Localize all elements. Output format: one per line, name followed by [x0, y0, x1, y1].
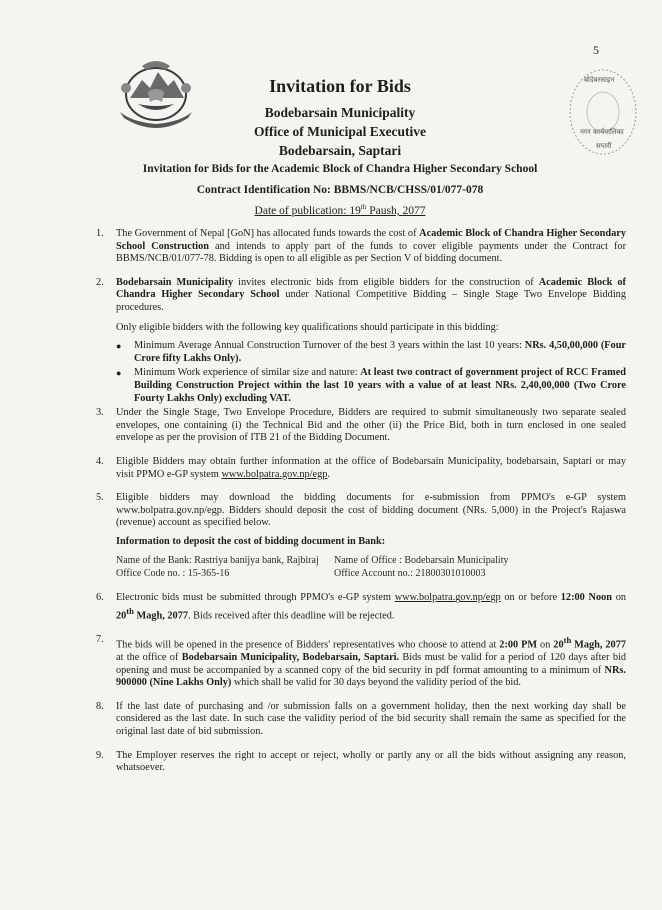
clause-text: If the last date of purchasing and /or submission falls on a government holiday, then the next working day shall be considered as the last date. In such case the validity period of the bid security shall remain the same as specified for the original last date of bid submission. [116, 700, 626, 738]
invitation-prefix: Invitation for Bids for the [142, 163, 269, 175]
clause-text: The Employer reserves the right to accept or reject, wholly or partly any or all the bids without assigning any reason, whatsoever. [116, 749, 626, 774]
clause-7-text-a: The bids will be opened in the presence of Bidders' representatives who choose to attend at [116, 639, 500, 651]
clause-6-day-sup: th [126, 606, 134, 617]
date-suffix: Paush, 2077 [366, 204, 426, 217]
bullet-text [134, 340, 626, 365]
clause-6-text-a: Electronic bids must be submitted through PPMO's e-GP system [116, 592, 395, 604]
clause-7-day-sup: th [563, 635, 572, 646]
clause-7-time: 2:00 PM [499, 639, 538, 651]
clause-number: 3. [96, 407, 104, 419]
clause-number: 2. [96, 276, 104, 288]
clause-2-bold-b: Academic Block of Chandra Higher Secondary School [116, 276, 626, 301]
clause-text [116, 456, 626, 481]
clause-text [116, 277, 626, 315]
office-name-field: Name of Office : Bodebarsain Municipality [334, 555, 509, 567]
contract-id: Contract Identification No: BBMS/NCB/CHSS/01/077-078 [196, 184, 484, 196]
office-code: Office Code no. : 15-365-16 [116, 567, 230, 579]
clause-1-text-a: The Government of Nepal [GoN] has allocated funds towards the cost of [116, 228, 420, 239]
date-prefix: Date of publication: 19 [254, 204, 361, 217]
clause-7-office: Bodebarsain Municipality, Bodebarsain, Saptari. [181, 652, 400, 664]
clause-number: 5. [96, 492, 104, 504]
bullet-text [134, 367, 626, 405]
stamp-text-3: सप्तरी [596, 142, 612, 150]
clause-7-text-b: on [537, 639, 554, 651]
clause-6-text-c: on [611, 592, 627, 604]
clause-1-text-b: and intends to apply part of the funds to cover eligible payments under the Contract for BBMS/NCB/01/077-78. Bidding is open to all eligible as per Section V of bidding document. [116, 240, 626, 265]
clause-number: 6. [96, 592, 104, 604]
clause-text: Under the Single Stage, Two Envelope Procedure, Bidders are required to submit simultaneously two separate sealed envelopes, one containing (i) the Technical Bid and the other (ii) the Price Bid, both in turn enclosed in one sealed envelope as per the provision of ITB 21 of the Bidding Document. [116, 407, 626, 444]
office-account: Office Account no.: 21800301010003 [334, 567, 486, 579]
clause-6-month: Magh, 2077 [133, 610, 188, 622]
clause-text [116, 592, 626, 623]
document-title: Invitation for Bids [269, 76, 411, 96]
clause-number: 7. [96, 634, 104, 646]
clause-1-bold-a: Academic Block of Chandra Higher Secondary School Construction [116, 228, 626, 252]
bullet-icon: ● [116, 368, 122, 379]
clause-7-text-c: at the office of [116, 652, 182, 664]
qualifications-intro: Only eligible bidders with the following key qualifications should participate in this bidding: [116, 321, 499, 333]
invitation-line [120, 161, 560, 177]
bank-name: Name of the Bank: Rastriya banijya bank, Rajbiraj [116, 555, 319, 567]
clause-text: Eligible bidders may download the bidding documents for e-submission from PPMO's e-GP system www.bolpatra.gov.np/egp. Bidders should deposit the cost of bidding document (NRs. 5,000) in the Project's Rajaswa (revenue) account as specified below. [116, 492, 626, 529]
clause-6-text-d: . Bids received after this deadline will be rejected. [188, 610, 395, 622]
publication-date [120, 199, 560, 219]
stamp-text-1: बोदेबरसाइन [584, 76, 615, 84]
clause-8 [96, 701, 626, 739]
bank-info-heading: Information to deposit the cost of bidding document in Bank: [116, 535, 386, 547]
bullet-2-text: Minimum Work experience of similar size and nature: [134, 367, 361, 379]
clause-6-text-b: on or before [500, 592, 561, 604]
qualification-bullet-2 [116, 367, 626, 405]
clause-text [116, 228, 626, 266]
clause-4 [96, 456, 626, 481]
egp-link[interactable]: www.bolpatra.gov.np/egp [221, 468, 328, 480]
clause-7-text-d: Bids must be valid for a period of 120 days after bid opening and must be accompanied by a scanned copy of the bid security in pdf format amounting to a minimum of [116, 652, 626, 676]
clause-2-text-b: under National Competitive Bidding – Single Stage Two Envelope Bidding procedures. [116, 289, 626, 313]
clause-7-day: 20 [553, 639, 564, 651]
page-number: 5 [593, 43, 599, 57]
location: Bodebarsain, Saptari [278, 143, 402, 158]
bank-row-1 [116, 555, 626, 568]
clause-3 [96, 407, 626, 445]
egp-link[interactable]: www.bolpatra.gov.np/egp [394, 592, 501, 604]
clause-2-text-a: invites electronic bids from eligible bidders for the construction of [233, 276, 539, 288]
municipality-name: Bodebarsain Municipality [264, 105, 416, 120]
clause-text [116, 634, 626, 690]
clause-2-bold-a: Bodebarsain Municipality [116, 276, 234, 288]
clause-2 [96, 277, 626, 315]
clause-4-text-b: . [327, 468, 330, 480]
clause-number: 9. [96, 749, 104, 761]
clause-5 [96, 492, 626, 530]
clause-7-amount: NRs. 900000 (Nine Lakhs Only) [116, 664, 626, 689]
bullet-icon: ● [116, 341, 122, 352]
clause-1 [96, 228, 626, 266]
stamp-text-2: नगर कार्यपालिका [580, 128, 624, 136]
bank-row-2 [116, 568, 626, 581]
bullet-2-bold: At least two contract of government project of RCC Framed Building Construction Project within the last 10 years with a value of at least NRs. 2,40,00,000 (Two Crore Fourty Lakhs Only) excluding VAT. [134, 367, 626, 404]
clause-6-day: 20 [116, 610, 127, 622]
clause-6 [96, 592, 626, 623]
clause-6-time: 12:00 Noon [560, 592, 612, 604]
clause-number: 4. [96, 455, 104, 467]
clause-number: 1. [96, 228, 104, 239]
clause-7-month: Magh, 2077 [571, 639, 627, 651]
clause-9 [96, 750, 626, 775]
office-name: Office of Municipal Executive [253, 124, 427, 139]
date-sup: th [360, 203, 367, 211]
bank-info [96, 555, 626, 580]
bullet-1-text: Minimum Average Annual Construction Turnover of the best 3 years within the last 10 years: [134, 340, 525, 352]
clause-4-text-a: Eligible Bidders may obtain further information at the office of Bodebarsain Municipality, bodebarsain, Saptari or may visit PPMO e-GP system [116, 455, 626, 480]
document-header [120, 76, 560, 219]
clause-7 [96, 634, 626, 690]
clause-number: 8. [96, 700, 104, 712]
invitation-school: Academic Block of Chandra Higher Secondary School [271, 163, 538, 175]
clause-7-text-e: which shall be valid for 30 days beyond the validity period of the bid. [231, 677, 521, 689]
document-body [96, 228, 626, 786]
bullet-1-bold: NRs. 4,50,00,000 (Four Crore fifty Lakhs Only). [134, 340, 626, 364]
qualification-bullet-1 [116, 340, 626, 365]
